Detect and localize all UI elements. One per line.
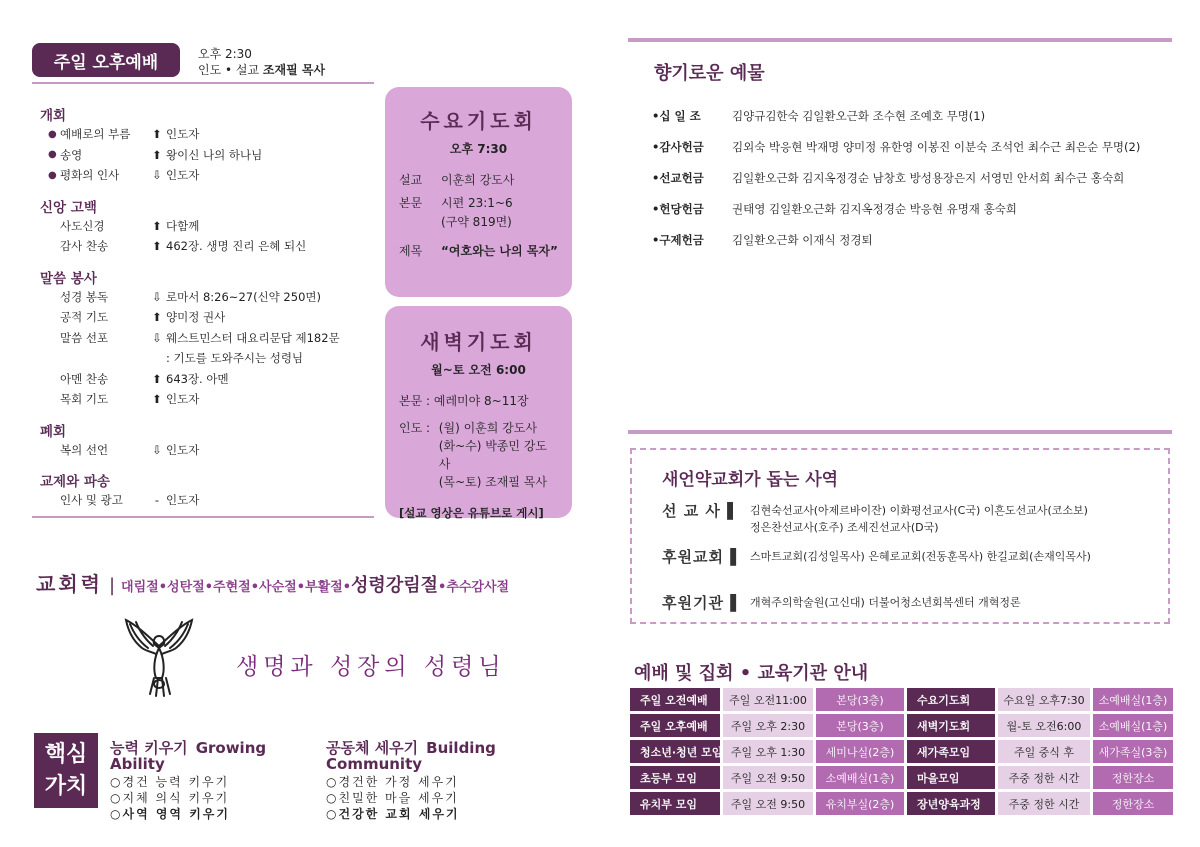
wednesday-prayer-box: 수요기도회 오후 7:30 설교 이훈희 강도사 본문 시편 23:1~6 (구약 819면) 제목 “여호와는 나의 목자” (385, 87, 572, 297)
section-heading: 신앙 고백 (40, 199, 97, 216)
stand-icon: ⬆ (152, 371, 162, 386)
section-heading: 말씀 봉사 (40, 270, 97, 287)
order-row: 아멘 찬송 ⬆ 643장. 아멘 (60, 371, 229, 386)
sit-icon: ⇩ (152, 289, 162, 304)
missions-title: 새언약교회가 돕는 사역 (662, 470, 839, 490)
divider (628, 38, 1172, 42)
missions-box (630, 448, 1170, 624)
order-of-worship (40, 104, 380, 511)
stand-icon: ⬆ (152, 127, 162, 142)
offering-row: •구제헌금 김일환오근화 이재식 정경퇴 (652, 232, 873, 247)
wednesday-time: 오후 7:30 (449, 142, 508, 156)
offering-row: •감사헌금 김외숙 박응현 박재명 양미정 유한영 이봉진 이분숙 조석언 최수근 최은순 무명(2) (652, 139, 1141, 154)
bullet-icon: ● (48, 149, 57, 161)
core-values-ability: 능력 키우기 Growing Ability ○경건 능력 키우기 ○지체 의식 키우기 ○사역 영역 키우기 (110, 739, 267, 821)
service-title: 주일 오후예배 (32, 43, 180, 77)
service-time: 오후 2:30 (198, 47, 252, 61)
order-row: 복의 선언 ⇩ 인도자 (60, 442, 200, 457)
stand-icon: ⬆ (152, 239, 162, 254)
order-row: 감사 찬송 ⬆ 462장. 생명 진리 은혜 되신 (60, 239, 307, 254)
offering-row: •선교헌금 김일환오근화 김지옥정경순 남창호 방성용장은지 서영민 안서희 최수근 홍숙희 (652, 170, 1125, 185)
order-row: ● 평화의 인사 ⇩ 인도자 (40, 165, 380, 186)
missions-row: 후원기관 ▌ 개혁주의학술원(고신대) 더불어청소년회복센터 개혁정론 (662, 594, 1021, 612)
divider (32, 516, 374, 518)
order-row: 인사 및 광고 - 인도자 (60, 493, 200, 508)
stand-icon: ⬆ (152, 310, 162, 325)
offering-title: 향기로운 예물 (654, 63, 765, 84)
missions-row: 선 교 사 ▌ 김현숙선교사(아제르바이잔) 이화평선교사(C국) 이흔도선교사(코소보) 정은찬선교사(호주) 조세진선교사(D국) (662, 502, 1088, 534)
wednesday-title: 수요기도회 (420, 109, 537, 133)
service-leader: 인도 • 설교 조재필 목사 (198, 63, 326, 77)
section-heading: 교제와 파송 (40, 474, 110, 490)
order-row: 사도신경 ⬆ 다함께 (60, 218, 200, 233)
order-row: 공적 기도 ⬆ 양미정 권사 (60, 310, 226, 325)
order-row: 말씀 선포 ⇩ 웨스트민스터 대요리문답 제182문 (60, 330, 340, 345)
stand-icon: ⬆ (152, 147, 162, 162)
divider (628, 430, 1172, 434)
dawn-note: [설교 영상은 유튜브로 게시] (399, 506, 544, 520)
bullet-icon: ● (48, 128, 57, 140)
sit-icon: ⇩ (152, 330, 162, 345)
dove-icon (120, 618, 198, 700)
core-values-label: 핵심 가치 (34, 733, 98, 808)
offering-row: •십 일 조 김양규김한숙 김일환오근화 조수현 조예호 무명(1) (652, 108, 986, 123)
offering-row: •헌당헌금 권태영 김일환오근화 김지옥정경순 박응현 유명재 홍숙희 (652, 201, 1017, 216)
core-values-community: 공동체 세우기 Building Community ○경건한 가정 세우기 ○친밀한 마을 세우기 ○건강한 교회 세우기 (326, 739, 496, 821)
offering-list (652, 100, 1172, 255)
theme-title: 생명과 성장의 성령님 (236, 654, 506, 680)
stand-icon: ⬆ (152, 218, 162, 233)
divider (32, 82, 374, 84)
dawn-title: 새벽기도회 (420, 330, 537, 354)
service-info (198, 46, 325, 78)
order-row: : 기도를 도와주시는 성령님 (166, 351, 304, 366)
order-row: ● 송영 ⬆ 왕이신 나의 하나님 (40, 145, 380, 166)
section-heading: 폐회 (40, 423, 67, 440)
order-row: ● 예배로의 부름 ⬆ 인도자 (40, 124, 380, 145)
current-season: 성령강림절 (351, 575, 438, 596)
guide-title: 예배 및 집회 • 교육기관 안내 (634, 663, 869, 684)
order-row: 성경 봉독 ⇩ 로마서 8:26~27(신약 250면) (60, 289, 321, 304)
bullet-icon: ● (48, 169, 57, 181)
dawn-prayer-box: 새벽기도회 월~토 오전 6:00 본문 : 예레미야 8~11장 인도 : (월) 이훈희 강도사 (화~수) 박종민 강도사 (목~토) 조재필 목사 [설교 영상은 유튜브로 게시] (385, 306, 572, 518)
dawn-time: 월~토 오전 6:00 (431, 363, 526, 377)
section-heading: 개회 (40, 108, 67, 124)
sit-icon: ⇩ (152, 168, 162, 183)
schedule-table: 주일 오전예배 주일 오전11:00 본당(3층) 수요기도회 수요일 오후7:30 소예배실(1층) 주일 오후예배 주일 오후 2:30 본당(3층) 새벽기도회 월-토 오전6:00 소예배실(1층) 청소년·청년 모임 주일 오후 1:30 세미나실(2층) 새가족모임 주일 중식 후 새가족실(3층) 초등부 모임 주일 오전 9:50 소예배실(1층) 마을모임 주중 정한 시간 정한장소 유치부 모임 주일 오전 9:50 유치부실(2층) 장년양육과정 주중 정한 시간 정한장소 (630, 688, 1173, 815)
missions-row: 후원교회 ▌ 스마트교회(김성일목사) 은혜로교회(전동훈목사) 한길교회(손재익목사) (662, 548, 1091, 566)
stand-icon: ⬆ (152, 392, 162, 407)
church-calendar: 교회력 | 대림절 • 성탄절 • 주현절 • 사순절 • 부활절 • 성령강림절 • 추수감사절 (36, 572, 510, 596)
sit-icon: ⇩ (152, 442, 162, 457)
order-row: 목회 기도 ⬆ 인도자 (60, 392, 200, 407)
